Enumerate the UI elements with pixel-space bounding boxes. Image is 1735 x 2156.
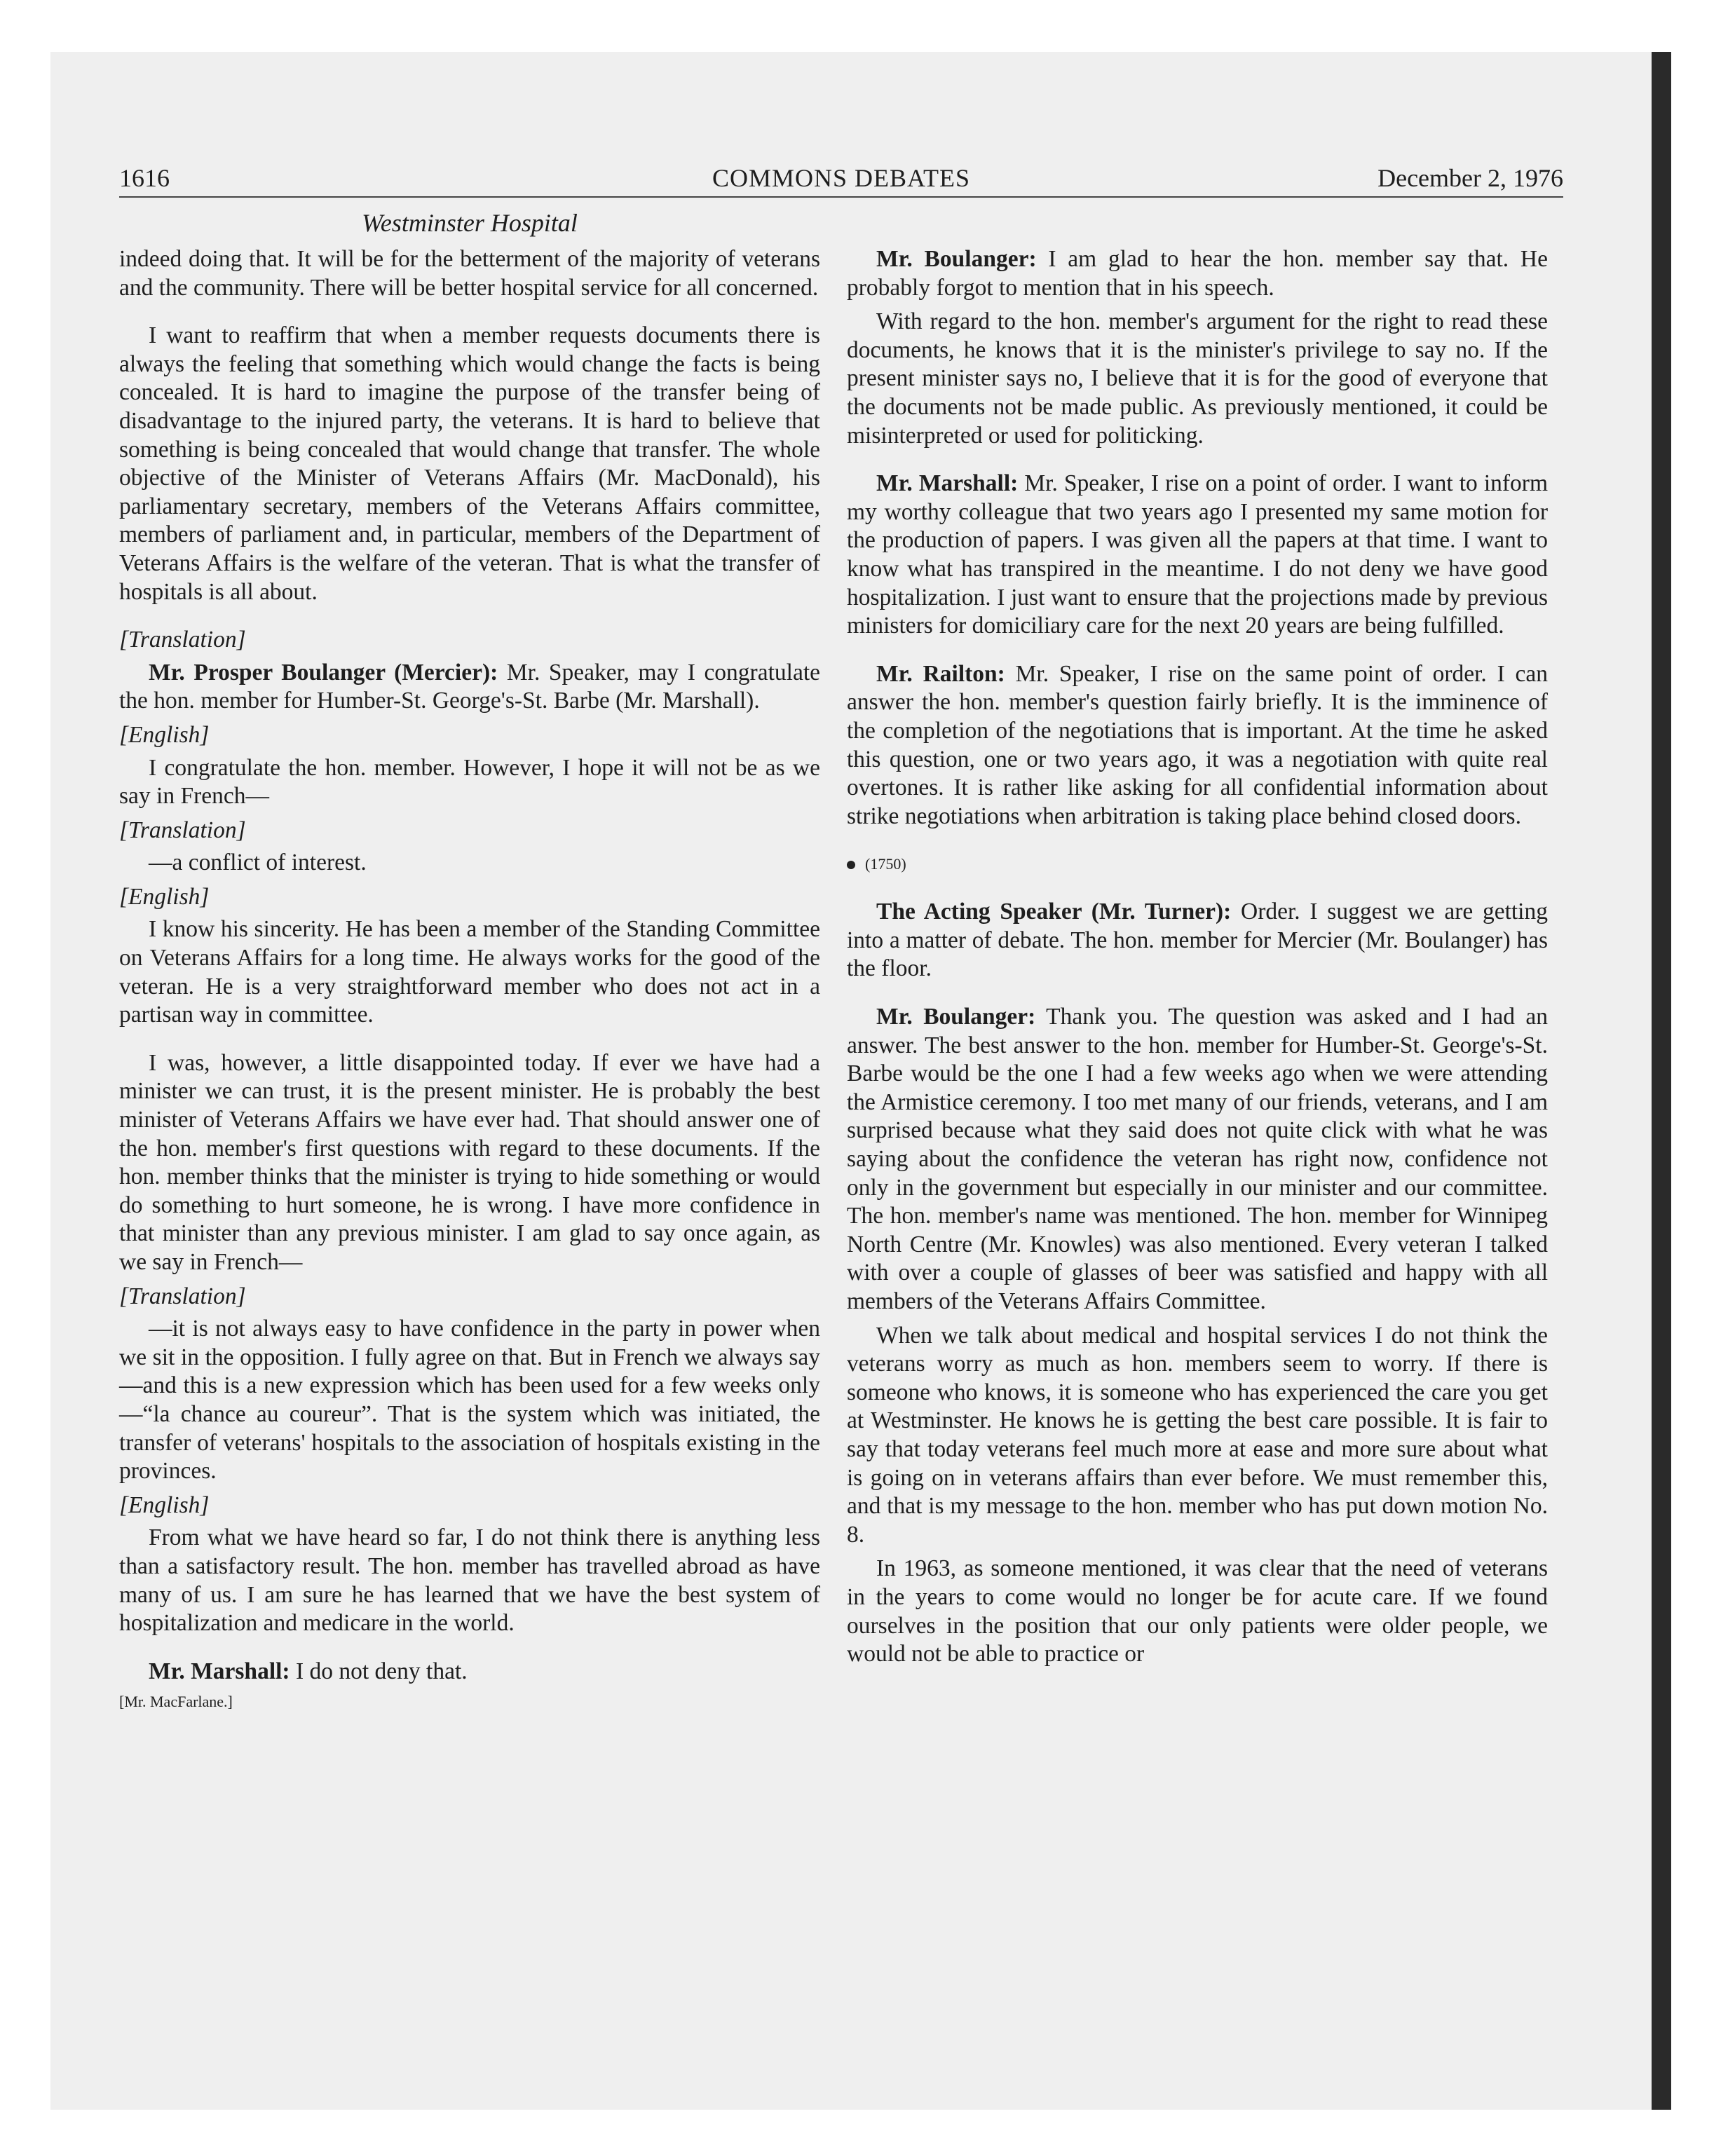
speech-text: Mr. Speaker, I rise on a point of order. I want to inform my worthy colleague that two years ago I presented my same motion for the production of papers. I was given all the papers at that time. I want to know what has transpired in the meantime. I do not deny we have good hospitalization. I just want to ensure that the projections made by previous ministers for domiciliary care for the next 20 years are being fulfilled. — [847, 470, 1549, 639]
timestamp — [847, 850, 1548, 878]
timestamp-text: (1750) — [865, 855, 906, 873]
speech-text: Order. I suggest we are getting into a matter of debate. The hon. member for Mercier (Mr. Boulanger) has the floor. — [847, 899, 1548, 982]
speech — [847, 470, 1548, 641]
paragraph: When we talk about medical and hospital services I do not think the veterans worry as much as hon. members seem to worry. If there is someone who knows, it is someone who has experienced the care you get at Westminster. He knows he is getting the best care possible. It is fair to say that today veterans feel much more at ease and more sure about what is going on in veterans affairs than ever before. We must remember this, and that is my message to the hon. member who has put down motion No. 8. — [847, 1322, 1548, 1548]
speaker-name: Mr. Marshall: — [876, 470, 1019, 497]
speaker-name: Mr. Boulanger: — [876, 1004, 1036, 1030]
running-head — [119, 160, 1563, 198]
speaker-footnote: [Mr. MacFarlane.] — [119, 1693, 233, 1711]
speech — [847, 1003, 1548, 1316]
language-marker: [Translation] — [119, 1283, 246, 1309]
paragraph: indeed doing that. It will be for the betterment of the majority of veterans and the community. There will be better hospital service for all concerned. — [119, 246, 820, 301]
paragraph: —it is not always easy to have confidence in the party in power when we sit in the opposition. I fully agree on that. But in French we always say—and this is a new expression which has been used for a few weeks only—“la chance au coureur”. That is the system which was initiated, the transfer of veterans' hospitals to the association of hospitals existing in the provinces. — [119, 1316, 820, 1485]
language-marker: [English] — [119, 883, 210, 910]
speech — [847, 898, 1548, 983]
paragraph: In 1963, as someone mentioned, it was clear that the need of veterans in the years to come would no longer be for acute care. If we found ourselves in the position that our only patients were older people, we would not be able to practice or — [847, 1555, 1548, 1667]
speaker-name: The Acting Speaker (Mr. Turner): — [876, 899, 1232, 925]
language-marker: [English] — [119, 721, 210, 748]
speech — [847, 245, 1548, 302]
speaker-name: Mr. Marshall: — [149, 1658, 290, 1684]
language-marker: [Translation] — [119, 627, 246, 653]
speech-text: I do not deny that. — [295, 1658, 468, 1684]
paragraph: With regard to the hon. member's argument for the right to read these documents, he knows that it is the minister's privilege to say no. If the present minister says no, I believe that it is for the good of everyone that the documents not be made public. As previously mentioned, it could be misinterpreted or used for politicking. — [847, 308, 1548, 449]
speech-text: Mr. Speaker, I rise on the same point of order. I can answer the hon. member's question fairly briefly. It is the imminence of the completion of the negotiations that is important. At the time he asked this question, one or two years ago, it was a negotiation with quite real overtones. It is rather like asking for all confidential information about strike negotiations when arbitration is taking place behind closed doors. — [847, 660, 1548, 829]
bullet-icon — [847, 861, 855, 869]
speech-text: Thank you. The question was asked and I had an answer. The best answer to the hon. member for Humber-St. George's-St. Barbe would be the one I had a few weeks ago when we were attending the Armistice ceremony. I too met many of our friends, veterans, and I am surprised because what they said does not quite click with what he was saying about the confidence the veteran has right now, confidence not only in the government but especially in our minister and our committee. The hon. member's name was mentioned. The hon. member for Winnipeg North Centre (Mr. Knowles) was also mentioned. Every veteran I talked with over a couple of glasses of beer was satisfied and happy with all members of the Veterans Affairs Committee. — [847, 1004, 1548, 1314]
paragraph: —a conflict of interest. — [149, 850, 367, 876]
publication-title: COMMONS DEBATES — [712, 164, 971, 192]
speaker-name: Mr. Boulanger: — [876, 246, 1037, 272]
speech-text: Mr. Speaker, may I congratulate the hon. member for Humber-St. George's-St. Barbe (Mr. Marshall). — [119, 659, 820, 714]
paragraph: I was, however, a little disappointed today. If ever we have had a minister we can trust, it is the present minister. He is probably the best minister of Veterans Affairs we have ever had. That should answer one of the hon. member's first questions with regard to these documents. If the hon. member thinks that the minister is trying to hide something or would do something to hurt someone, he is wrong. I have more confidence in that minister than any previous minister. I am glad to say once again, as we say in French— — [119, 1049, 820, 1275]
language-marker: [English] — [119, 1492, 210, 1518]
paragraph: From what we have heard so far, I do not think there is anything less than a satisfactory result. The hon. member has travelled abroad as have many of us. I am sure he has learned that we have the best system of hospitalization and medicare in the world. — [119, 1524, 820, 1637]
scan-edge-shadow — [1652, 52, 1671, 2110]
language-marker: [Translation] — [119, 817, 246, 843]
speech — [119, 659, 820, 716]
page-number: 1616 — [119, 164, 170, 192]
right-column — [847, 245, 1548, 1674]
speaker-name: Mr. Railton: — [876, 660, 1005, 687]
left-column — [119, 245, 820, 1712]
publication-date: December 2, 1976 — [1377, 164, 1563, 192]
paragraph: I know his sincerity. He has been a member of the Standing Committee on Veterans Affairs for a long time. He always works for the good of the veteran. He is a very straightforward member who does not act in a partisan way in committee. — [119, 916, 820, 1028]
speech-text: I am glad to hear the hon. member say that. He probably forgot to mention that in his speech. — [847, 246, 1548, 301]
speech — [847, 660, 1548, 831]
subject-heading: Westminster Hospital — [362, 209, 578, 237]
paragraph: I congratulate the hon. member. However, I hope it will not be as we say in French— — [119, 754, 820, 810]
paragraph: I want to reaffirm that when a member requests documents there is always the feeling that something which would change the facts is being concealed. It is hard to imagine the purpose of the transfer being of disadvantage to the injured party, the veterans. It is hard to believe that something is being concealed that would change that transfer. The whole objective of the Minister of Veterans Affairs (Mr. MacDonald), his parliamentary secretary, members of the Veterans Affairs committee, members of parliament and, in particular, members of the Department of Veterans Affairs is the welfare of the veteran. That is what the transfer of hospitals is all about. — [119, 322, 820, 605]
speech — [119, 1658, 820, 1686]
speaker-name: Mr. Prosper Boulanger (Mercier): — [149, 659, 498, 685]
